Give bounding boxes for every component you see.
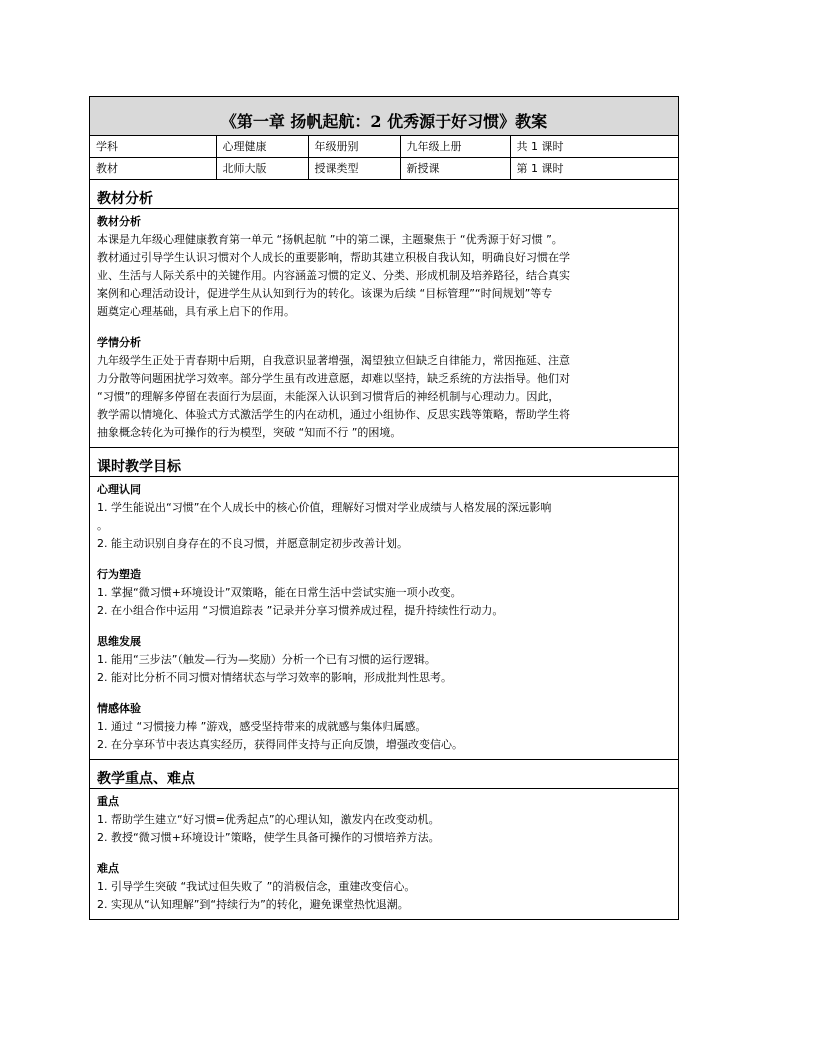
text-line: 1. 引导学生突破 “我试过但失败了 ”的消极信念，重建改变信心。: [97, 880, 416, 893]
text-line: 1. 通过 “习惯接力棒 ”游戏，感受坚持带来的成就感与集体归属感。: [97, 720, 427, 733]
text-line: 2. 能对比分析不同习惯对情绪状态与学习效率的影响，形成批判性思考。: [97, 671, 452, 684]
section-body-teaching-objectives: [90, 477, 678, 760]
text-line: 本课是九年级心理健康教育第一单元 “扬帆起航 ”中的第二课，主题聚焦于 “优秀源于好习惯 ”。: [97, 233, 563, 246]
meta-table: [90, 136, 678, 180]
text-line: 1. 掌握“微习惯+环境设计”双策略，能在日常生活中尝试实施一项小改变。: [97, 586, 462, 599]
meta-cell-subject-label: 学科: [90, 136, 216, 158]
text-line: 教材通过引导学生认识习惯对个人成长的重要影响，帮助其建立积极自我认知，明确良好习惯在学: [97, 251, 570, 264]
text-line: 九年级学生正处于青春期中后期，自我意识显著增强，渴望独立但缺乏自律能力，常因拖延、注意: [97, 354, 570, 367]
text-line: 1. 帮助学生建立“好习惯=优秀起点”的心理认知，激发内在改变动机。: [97, 813, 440, 826]
subheading: 学情分析: [97, 336, 141, 349]
meta-cell-total-hours: 共 1 课时: [510, 136, 678, 158]
text-line: “习惯”的理解多停留在表面行为层面，未能深入认识到习惯背后的神经机制与心理动力。因此，: [97, 390, 560, 403]
document-title: 《第一章 扬帆起航：2 优秀源于好习惯》教案: [90, 97, 678, 136]
text-line: 1. 能用“三步法”（触发—行为—奖励）分析一个已有习惯的运行逻辑。: [97, 653, 436, 666]
text-line: 2. 在小组合作中运用 “习惯追踪表 ”记录并分享习惯养成过程，提升持续性行动力。: [97, 604, 504, 617]
section-body-textbook-analysis: [90, 209, 678, 448]
meta-cell-textbook-value: 北师大版: [216, 158, 308, 180]
meta-row: [90, 158, 678, 180]
text-line: 案例和心理活动设计，促进学生从认知到行为的转化。该课为后续 “目标管理”“时间规划”等专: [97, 287, 553, 300]
text-line: 题奠定心理基础，具有承上启下的作用。: [97, 305, 295, 318]
subheading: 思维发展: [97, 635, 141, 648]
meta-cell-grade-value: 九年级上册: [400, 136, 510, 158]
text-line: 教学需以情境化、体验式方式激活学生的内在动机，通过小组协作、反思实践等策略，帮助学生将: [97, 408, 570, 421]
text-line: 2. 在分享环节中表达真实经历，获得同伴支持与正向反馈，增强改变信心。: [97, 738, 463, 751]
meta-cell-textbook-label: 教材: [90, 158, 216, 180]
text-line: 2. 能主动识别自身存在的不良习惯，并愿意制定初步改善计划。: [97, 537, 408, 550]
meta-row: [90, 136, 678, 158]
meta-cell-subject-value: 心理健康: [216, 136, 308, 158]
text-line: 1. 学生能说出“习惯”在个人成长中的核心价值，理解好习惯对学业成绩与人格发展的深远影响: [97, 501, 552, 514]
subheading: 行为塑造: [97, 568, 141, 581]
meta-cell-type-value: 新授课: [400, 158, 510, 180]
text-line: 2. 实现从“认知理解”到“持续行为”的转化，避免课堂热忱退潮。: [97, 898, 409, 911]
meta-cell-lesson-number: 第 1 课时: [510, 158, 678, 180]
subheading: 心理认同: [97, 483, 141, 496]
lesson-plan-document: [89, 96, 679, 920]
meta-cell-type-label: 授课类型: [308, 158, 400, 180]
subheading: 教材分析: [97, 215, 141, 228]
section-body-key-and-difficult-points: [90, 789, 678, 919]
section-heading-teaching-objectives: 课时教学目标: [90, 448, 678, 477]
meta-cell-grade-label: 年级册别: [308, 136, 400, 158]
text-line: 2. 教授“微习惯+环境设计”策略，使学生具备可操作的习惯培养方法。: [97, 831, 440, 844]
section-heading-key-and-difficult-points: 教学重点、难点: [90, 760, 678, 789]
text-line: 业、生活与人际关系中的关键作用。内容涵盖习惯的定义、分类、形成机制及培养路径，结合真实: [97, 269, 570, 282]
subheading: 难点: [97, 862, 119, 875]
text-line: 。: [97, 519, 108, 532]
section-heading-textbook-analysis: 教材分析: [90, 180, 678, 209]
subheading: 情感体验: [97, 702, 141, 715]
text-line: 抽象概念转化为可操作的行为模型，突破 “知而不行 ”的困境。: [97, 426, 402, 439]
subheading: 重点: [97, 795, 119, 808]
text-line: 力分散等问题困扰学习效率。部分学生虽有改进意愿，却难以坚持，缺乏系统的方法指导。他们对: [97, 372, 570, 385]
